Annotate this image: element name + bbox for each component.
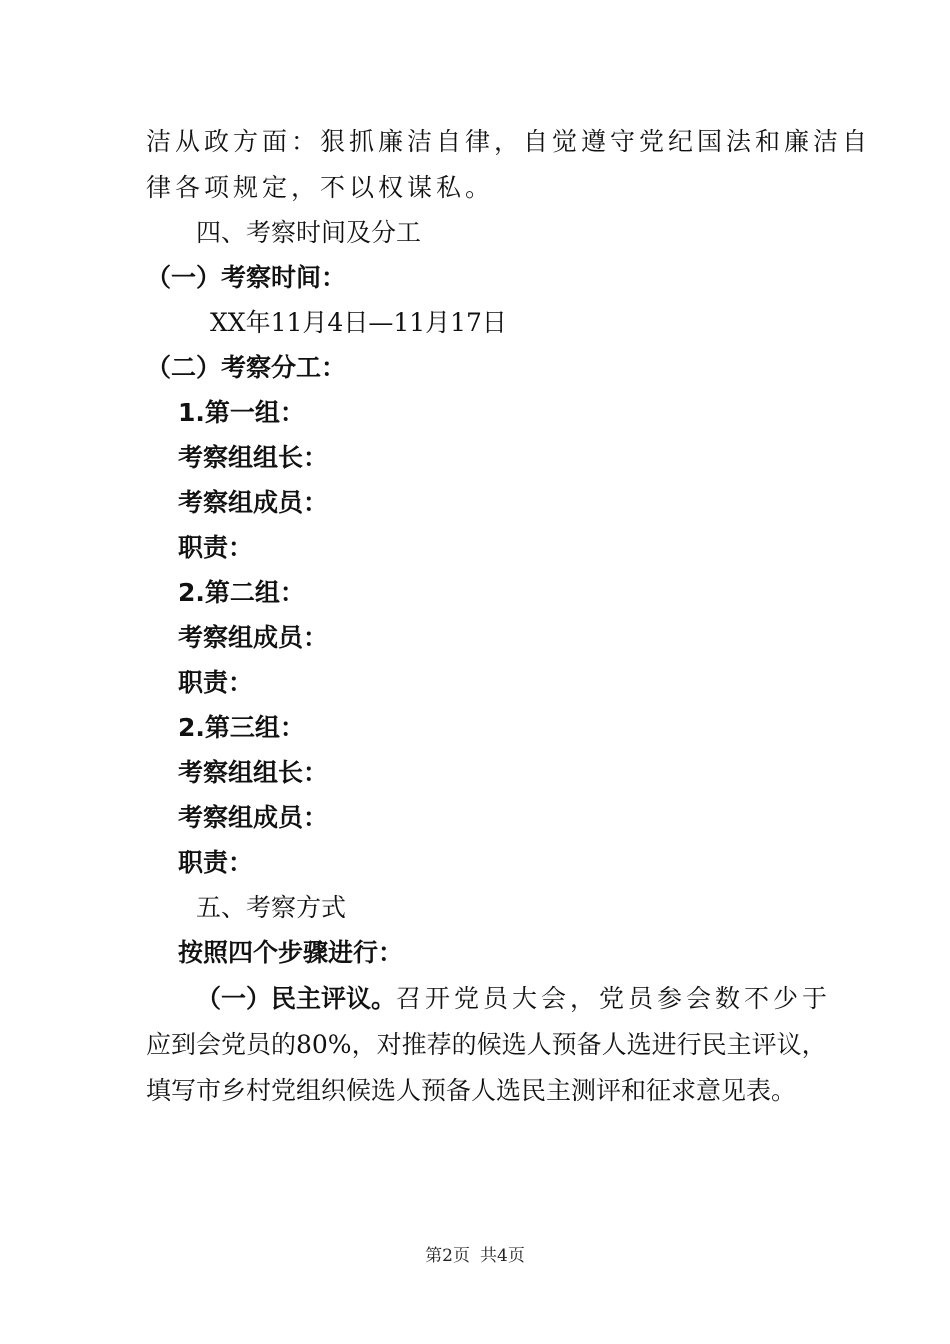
- group-members-label: 考察组成员：: [178, 623, 329, 652]
- section-heading: 四、考察时间及分工: [196, 218, 422, 247]
- group-leader-label: 考察组组长：: [178, 758, 329, 787]
- group-duty-label: 职责：: [178, 848, 254, 877]
- paragraph-line: 洁从政方面：狠抓廉洁自律，自觉遵守党纪国法和廉洁自: [146, 127, 872, 156]
- group-duty-label: 职责：: [178, 533, 254, 562]
- paragraph-line: 应到会党员的80%，对推荐的候选人预备人选进行民主评议，: [146, 1030, 827, 1059]
- paragraph-line: [196, 982, 831, 1016]
- step-lead: （一）民主评议。: [196, 984, 397, 1013]
- group-members-label: 考察组成员：: [178, 488, 329, 517]
- subsection-heading: （二）考察分工：: [146, 353, 347, 382]
- steps-intro: 按照四个步骤进行：: [178, 938, 404, 967]
- step-text: 召开党员大会，党员参会数不少于: [396, 984, 832, 1013]
- page-footer: [0, 1241, 950, 1266]
- page-total: 共4页: [480, 1246, 525, 1266]
- group-leader-label: 考察组组长：: [178, 443, 329, 472]
- date-range: XX年11月4日—11月17日: [210, 308, 507, 337]
- paragraph-line: 填写市乡村党组织候选人预备人选民主测评和征求意见表。: [146, 1076, 797, 1105]
- group-duty-label: 职责：: [178, 668, 254, 697]
- subsection-heading: （一）考察时间：: [146, 263, 347, 292]
- group-members-label: 考察组成员：: [178, 803, 329, 832]
- group-title: 1.第一组：: [178, 398, 305, 427]
- group-title: 2.第二组：: [178, 578, 305, 607]
- section-heading: 五、考察方式: [196, 893, 347, 922]
- group-title: 2.第三组：: [178, 713, 305, 742]
- paragraph-line: 律各项规定，不以权谋私。: [146, 173, 495, 202]
- page-number: 第2页: [425, 1246, 470, 1266]
